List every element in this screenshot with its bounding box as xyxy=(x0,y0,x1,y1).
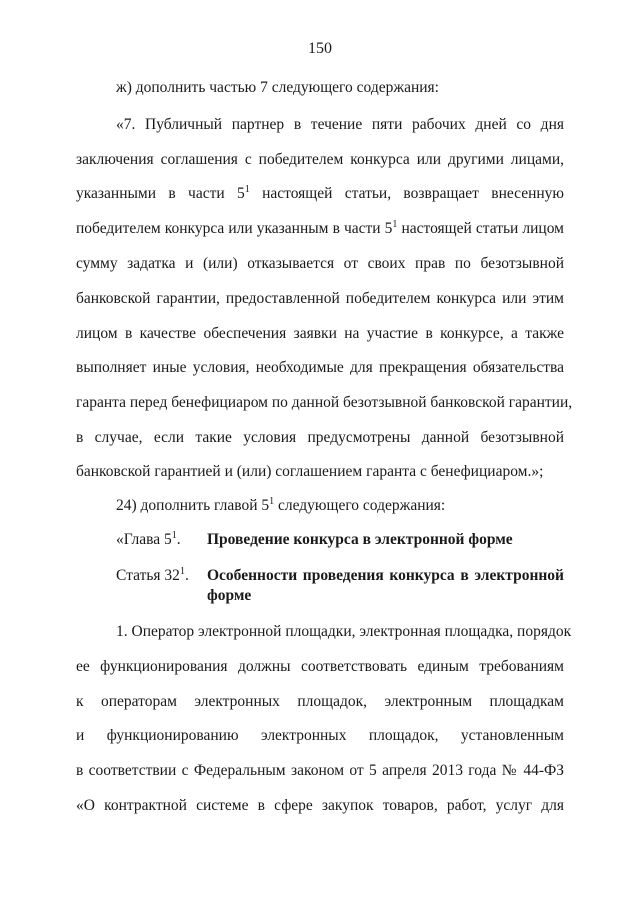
chapter-title: Проведение конкурса в электронной форме xyxy=(207,531,513,548)
paragraph-line: ж) дополнить частью 7 следующего содержания: xyxy=(116,79,439,96)
paragraph-line: ее функционирования должны соответствовать единым требованиям xyxy=(76,658,564,675)
paragraph-line: заключения соглашения с победителем конкурса или другими лицами, xyxy=(76,151,564,168)
page-number: 150 xyxy=(308,40,332,57)
paragraph-line: выполняет иные условия, необходимые для прекращения обязательства xyxy=(76,359,564,376)
chapter-label: «Глава $5^1$. xyxy=(116,530,181,548)
paragraph-line: «7. Публичный партнер в течение пяти рабочих дней со дня xyxy=(116,116,564,133)
article-title: Особенности проведения конкурса в электронной форме xyxy=(207,567,564,604)
paragraph-line: сумму задатка и (или) отказывается от своих прав по безотзывной xyxy=(76,255,564,272)
paragraph-line: банковской гарантией и (или) соглашением гаранта с бенефициаром.»; xyxy=(76,463,544,480)
paragraph-line: 1. Оператор электронной площадки, электронная площадка, порядок xyxy=(116,623,572,640)
paragraph-line: в случае, если такие условия предусмотрены данной безотзывной xyxy=(76,429,564,446)
paragraph-line: банковской гарантии, предоставленной победителем конкурса или этим xyxy=(76,290,564,307)
paragraph-line: и функционированию электронных площадок, установленным xyxy=(76,727,564,744)
paragraph-line: в соответствии с Федеральным законом от 5 апреля 2013 года № 44-ФЗ xyxy=(76,762,564,779)
paragraph-line: победителем конкурса или указанным в части $5^1$ настоящей статьи лицом xyxy=(76,219,564,237)
paragraph-line: 24) дополнить главой $5^1$ следующего содержания: xyxy=(116,496,446,514)
paragraph-line: к операторам электронных площадок, электронным площадкам xyxy=(76,693,564,710)
article-label: Статья $32^1$. xyxy=(116,566,189,584)
paragraph-line: указанными в части $5^1$ настоящей статьи, возвращает внесенную xyxy=(76,184,564,202)
paragraph-line: «О контрактной системе в сфере закупок товаров, работ, услуг для xyxy=(76,797,564,814)
paragraph-line: лицом в качестве обеспечения заявки на участие в конкурсе, а также xyxy=(76,325,564,342)
paragraph-line: гаранта перед бенефициаром по данной безотзывной банковской гарантии, xyxy=(76,394,573,411)
